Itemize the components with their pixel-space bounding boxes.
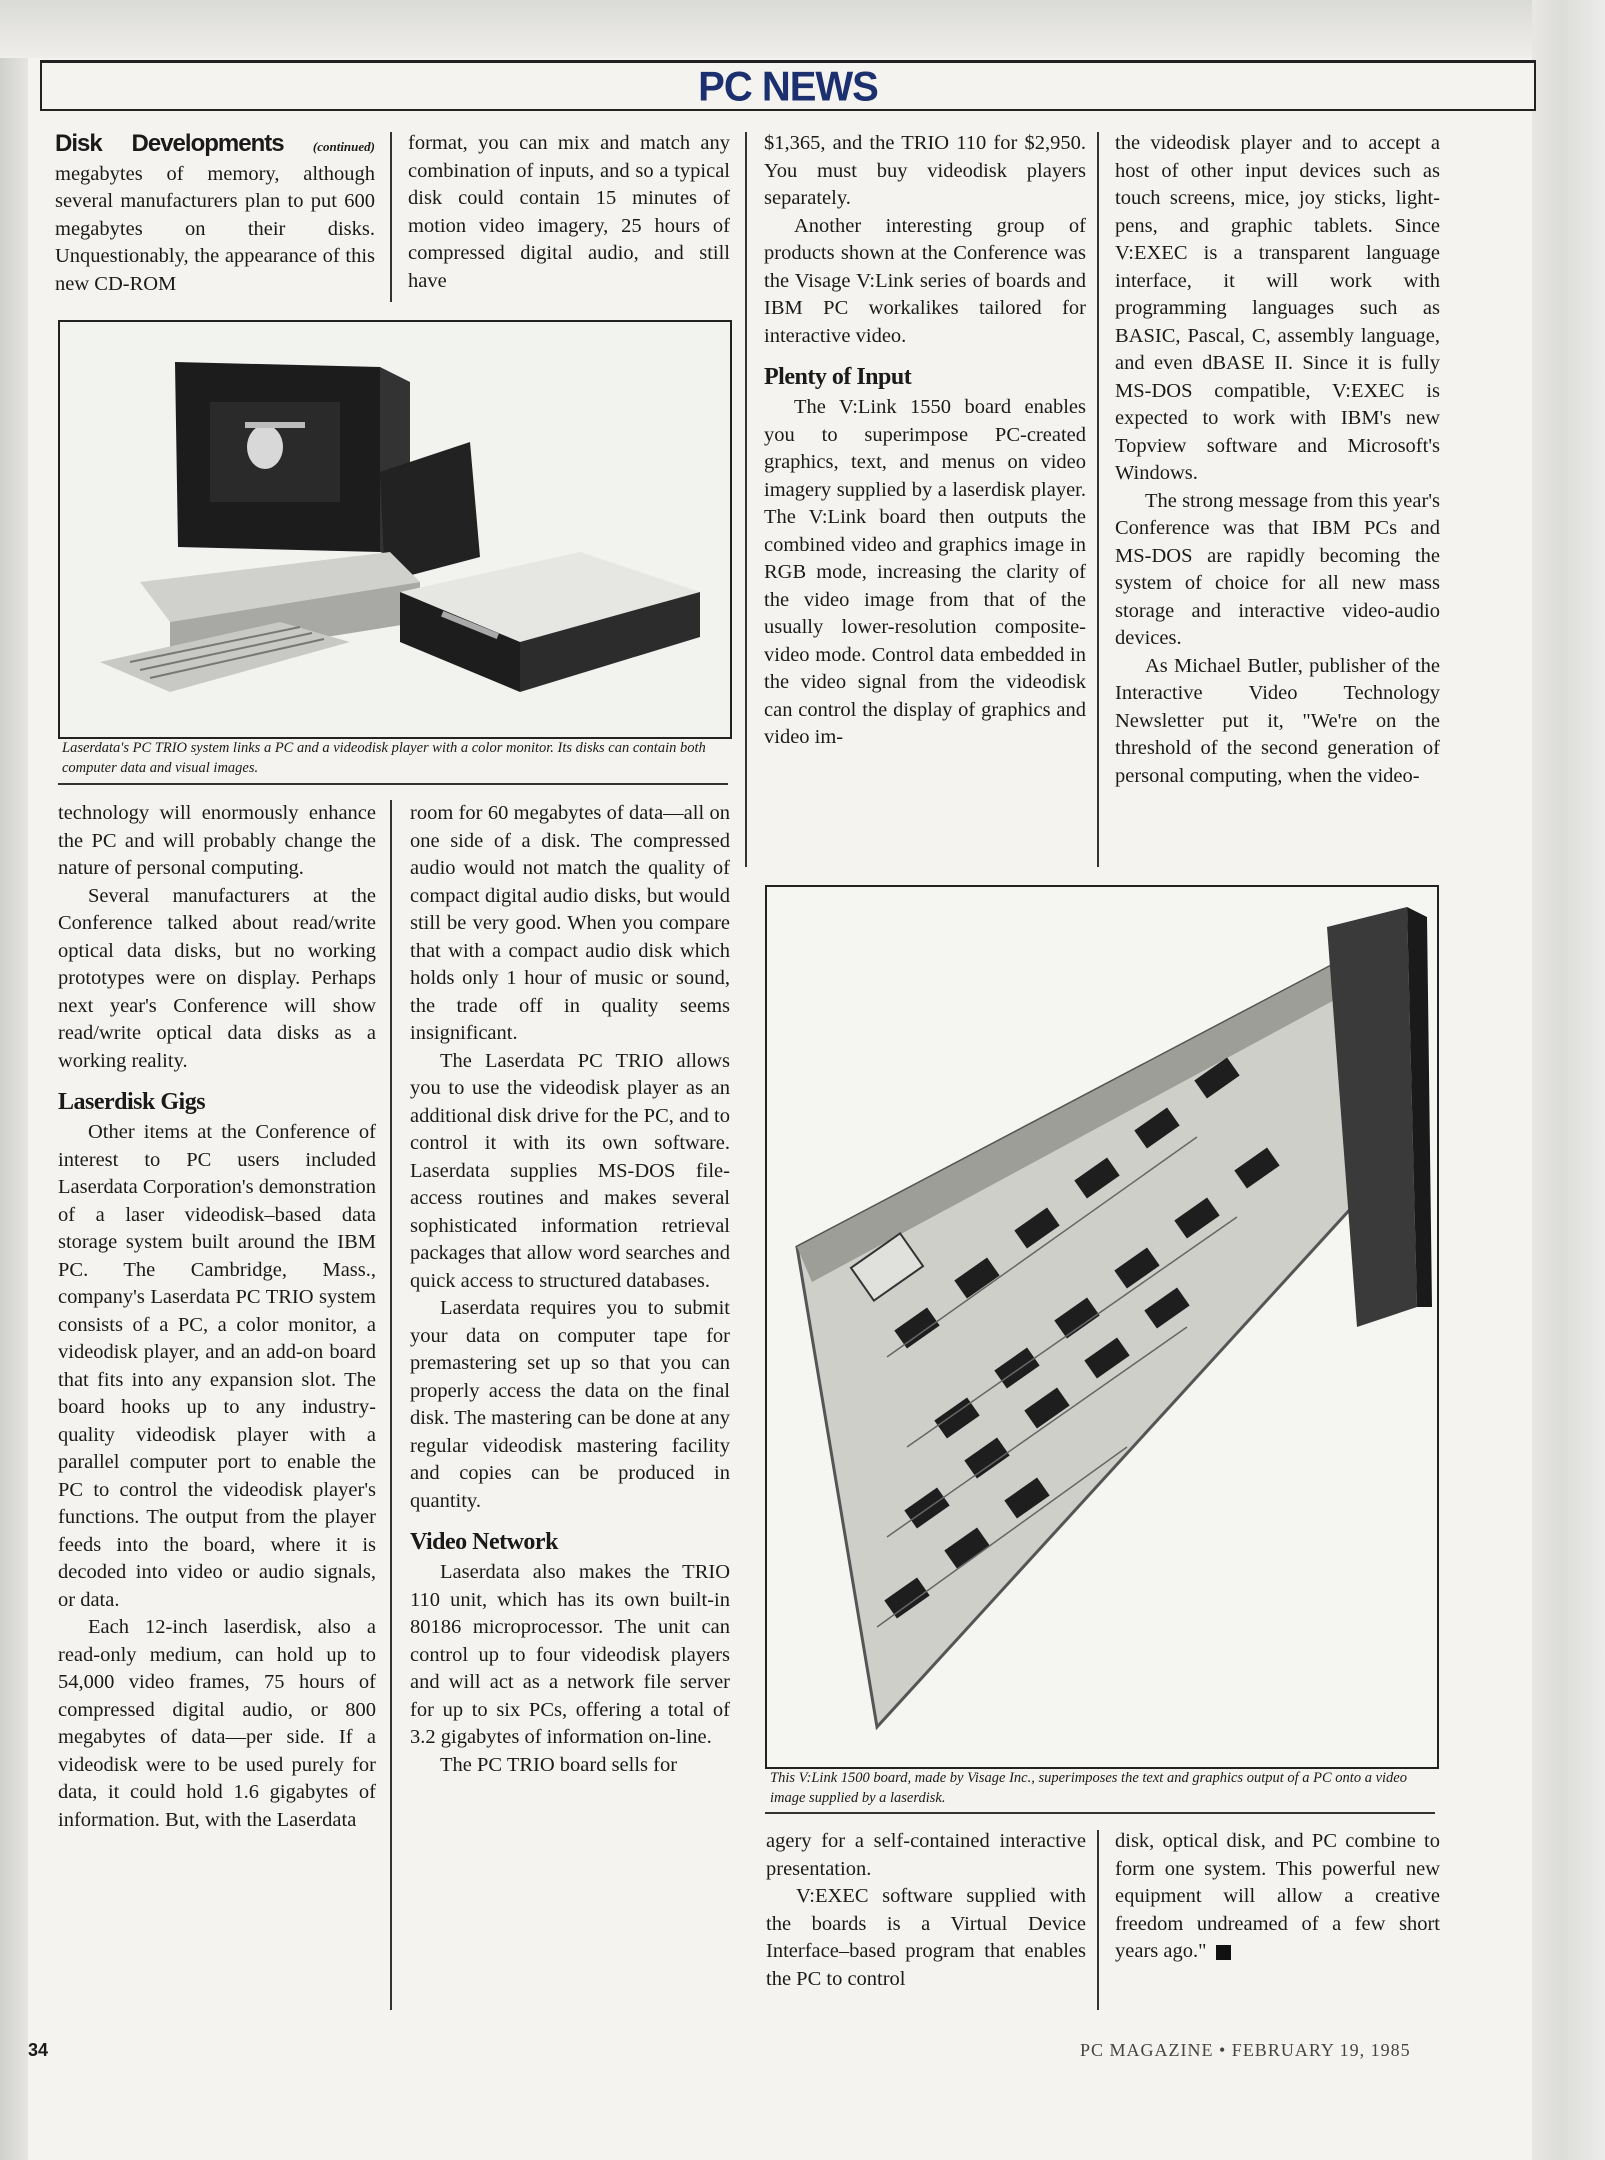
page-number: 34	[28, 2040, 49, 2060]
subheading-plenty-of-input: Plenty of Input	[764, 364, 912, 390]
column-divider	[1097, 1830, 1099, 2010]
caption-rule	[58, 783, 728, 785]
column-1-top	[55, 130, 375, 305]
subheading-video-network: Video Network	[410, 1529, 558, 1555]
paragraph: the videodisk player and to accept a host of other input devices such as touch screens, mice, joy sticks, light-pens, and graphic tablets. Since V:EXEC is a transparent language interface, it will work with programming languages such as BASIC, Pascal, C, assembly language, and even dBASE II. Since it is fully MS-DOS compatible, V:EXEC is expected to work with IBM's new Topview software and Microsoft's Windows.	[1115, 132, 1440, 484]
kicker-heading: Disk Developments	[55, 130, 284, 157]
paragraph: As Michael Butler, publisher of the Interactive Video Technology Newsletter put it, "We're on the threshold of the second generation of personal computing, when the video-	[1115, 654, 1440, 787]
paragraph: Several manufacturers at the Conference talked about read/write optical data disks, but no working prototypes were on display. Perhaps next year's Conference will show read/write optical data disks as a working reality.	[58, 884, 376, 1072]
paragraph-text: megabytes of memory, although several manufacturers plan to put 600 megabytes on their disks. Unquestionably, the appearance of this new CD-ROM	[55, 162, 375, 295]
paragraph: The strong message from this year's Conference was that IBM PCs and MS-DOS are rapidly becoming the system of choice for all new mass storage and interactive video-audio devices.	[1115, 489, 1440, 649]
column-2-bottom	[410, 800, 730, 2022]
paragraph: format, you can mix and match any combination of inputs, and so a typical disk could contain 15 minutes of motion video imagery, 25 hours of compressed digital audio, and still have	[408, 132, 730, 292]
paragraph: Other items at the Conference of interest to PC users included Laserdata Corporation's demonstration of a laser videodisk–based data storage system built around the IBM PC. The Cambridge, Mass., company's Laserdata PC TRIO system consists of a PC, a color monitor, a videodisk player, and an add-on board that fits into any expansion slot. The board hooks up to any industry-quality videodisk player with a parallel computer port to enable the PC to control the videodisk player's functions. The output from the player feeds into the board, where it is decoded into video or audio signals, or data.	[58, 1121, 376, 1611]
column-3-bottom	[766, 1828, 1086, 2023]
paragraph	[1115, 1828, 1440, 1966]
paragraph: room for 60 megabytes of data—all on one side of a disk. The compressed audio would not match the quality of compact digital audio disks, but would still be very good. When you compare that with a compact audio disk which holds only 1 hour of music or sound, the trade off in quality seems insignificant.	[410, 802, 730, 1044]
paragraph	[55, 130, 375, 298]
paragraph: Each 12-inch laserdisk, also a read-only medium, can hold up to 54,000 video frames, 75 hours of compressed digital audio, or 800 megabytes of data—per side. If a videodisk were to be used purely for data, it could hold 1.6 gigabytes of information. But, with the Laserdata	[58, 1616, 376, 1831]
paragraph-text: disk, optical disk, and PC combine to form one system. This powerful new equipment will allow a creative freedom undreamed of a few short years ago."	[1115, 1830, 1440, 1962]
column-4-bottom	[1115, 1828, 1440, 2023]
column-divider	[390, 132, 392, 302]
photo1-caption: Laserdata's PC TRIO system links a PC and a videodisk player with a color monitor. Its disks can contain both computer data and visual images.	[62, 740, 706, 776]
column-divider	[1097, 132, 1099, 867]
caption-rule	[765, 1812, 1435, 1814]
column-divider	[745, 132, 747, 867]
column-3-top	[764, 130, 1086, 870]
paragraph: The V:Link 1550 board enables you to superimpose PC-created graphics, text, and menus on video imagery supplied by a laserdisk player. The V:Link board then outputs the combined video and graphics image in RGB mode, increasing the clarity of the video image from that of the usually lower-resolution composite-video mode. Control data embedded in the video signal from the videodisk can control the display of graphics and video im-	[764, 396, 1086, 748]
column-2-top	[408, 130, 730, 305]
section-title: PC NEWS	[698, 63, 878, 111]
publication-footer: PC MAGAZINE • FEBRUARY 19, 1985	[1080, 2040, 1411, 2060]
photo-vlink-board	[765, 885, 1439, 1769]
paragraph: technology will enormously enhance the PC and will probably change the nature of personal computing.	[58, 802, 376, 879]
scan-edge-right	[1532, 0, 1605, 2160]
paragraph: Laserdata requires you to submit your data on computer tape for premastering set up so that you can properly access the data on the final disk. The mastering can be done at any regular videodisk mastering facility and copies can be produced in quantity.	[410, 1297, 730, 1512]
kicker-continued: (continued)	[312, 139, 375, 154]
scan-edge-left	[0, 0, 28, 2160]
column-divider	[390, 800, 392, 2010]
subheading-laserdisk-gigs: Laserdisk Gigs	[58, 1089, 206, 1115]
photo-pc-trio-system	[58, 320, 732, 739]
paragraph: agery for a self-contained interactive presentation.	[766, 1830, 1086, 1880]
scan-edge-top	[0, 0, 1605, 58]
column-4-top	[1115, 130, 1440, 870]
photo2-caption: This V:Link 1500 board, made by Visage Inc., superimposes the text and graphics output of a PC onto a video image supplied by a laserdisk.	[770, 1770, 1407, 1806]
paragraph: Laserdata also makes the TRIO 110 unit, which has its own built-in 80186 microprocessor. The unit can control up to four videodisk players and will act as a network file server for up to six PCs, offering a total of 3.2 gigabytes of information on-line.	[410, 1561, 730, 1748]
section-header	[40, 60, 1536, 111]
paragraph: V:EXEC software supplied with the boards is a Virtual Device Interface–based program that enables the PC to control	[766, 1885, 1086, 1990]
end-of-article-icon	[1216, 1945, 1231, 1960]
column-1-bottom	[58, 800, 376, 2022]
paragraph: Another interesting group of products shown at the Conference was the Visage V:Link series of boards and IBM PC workalikes tailored for interactive video.	[764, 214, 1086, 347]
pc-trio-photo-illustration	[60, 322, 730, 737]
paragraph: The PC TRIO board sells for	[440, 1753, 678, 1776]
paragraph: $1,365, and the TRIO 110 for $2,950. You must buy videodisk players separately.	[764, 132, 1086, 209]
paragraph: The Laserdata PC TRIO allows you to use the videodisk player as an additional disk drive for the PC, and to control it with its own software. Laserdata supplies MS-DOS file-access routines and makes several sophisticated information retrieval packages that allow word searches and quick access to structured databases.	[410, 1049, 730, 1292]
vlink-board-illustration	[767, 887, 1437, 1767]
